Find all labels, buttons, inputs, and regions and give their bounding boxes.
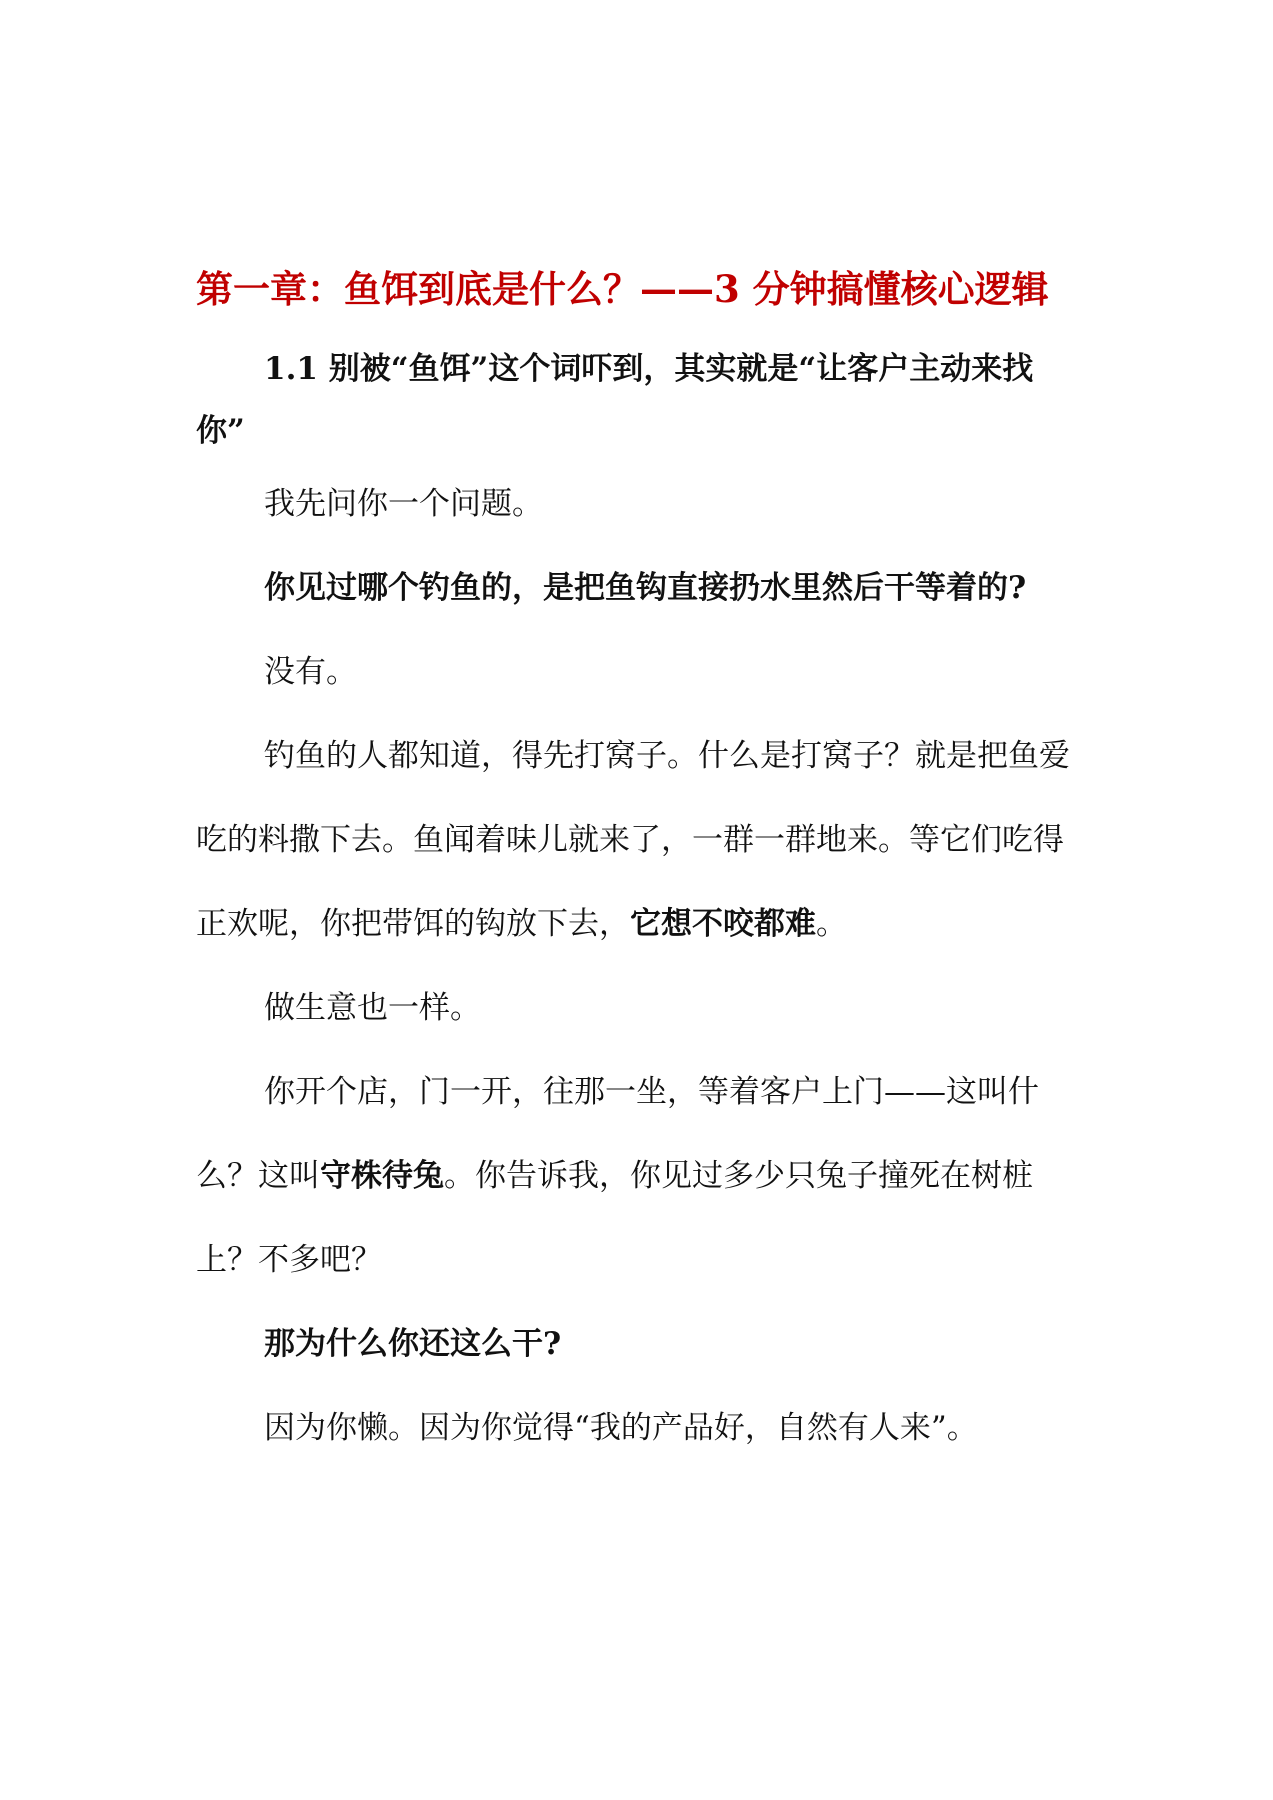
paragraph-shop-end: 。你告诉我，你见过多少只兔子撞死在树桩上？不多吧？: [196, 1158, 1033, 1278]
paragraph-fishing-end: 。: [816, 906, 847, 942]
paragraph-answer-no: 没有。: [264, 654, 357, 690]
document-body: [196, 258, 1080, 1470]
section-title: 1.1 别被“鱼饵”这个词吓到，其实就是“让客户主动来找你”: [196, 351, 1034, 449]
chapter-title: 第一章：鱼饵到底是什么？——3 分钟搞懂核心逻辑: [196, 267, 1049, 311]
paragraph-question: 我先问你一个问题。: [264, 486, 543, 522]
paragraph-business-same: 做生意也一样。: [264, 990, 481, 1026]
emphasis-idiom: 守株待兔: [320, 1158, 444, 1194]
paragraph-because-lazy: 因为你懒。因为你觉得“我的产品好，自然有人来”。: [264, 1410, 978, 1446]
paragraph-why-question: 那为什么你还这么干?: [264, 1326, 562, 1362]
paragraph-shop-waiting: [196, 1050, 1080, 1302]
paragraph-fishing-question: 你见过哪个钓鱼的，是把鱼钩直接扔水里然后干等着的?: [264, 570, 1027, 606]
paragraph-fishing-text: 钓鱼的人都知道，得先打窝子。什么是打窝子？就是把鱼爱吃的料撒下去。鱼闻着味儿就来了，一群一群地来。等它们吃得正欢呢，你把带饵的钩放下去，: [196, 738, 1070, 942]
emphasis-cannot-resist: 它想不咬都难: [630, 906, 816, 942]
paragraph-shop-text: 你开个店，门一开，往那一坐，等着客户上门——这叫什么？这叫: [196, 1074, 1039, 1194]
paragraph-fishing-explanation: [196, 714, 1080, 966]
